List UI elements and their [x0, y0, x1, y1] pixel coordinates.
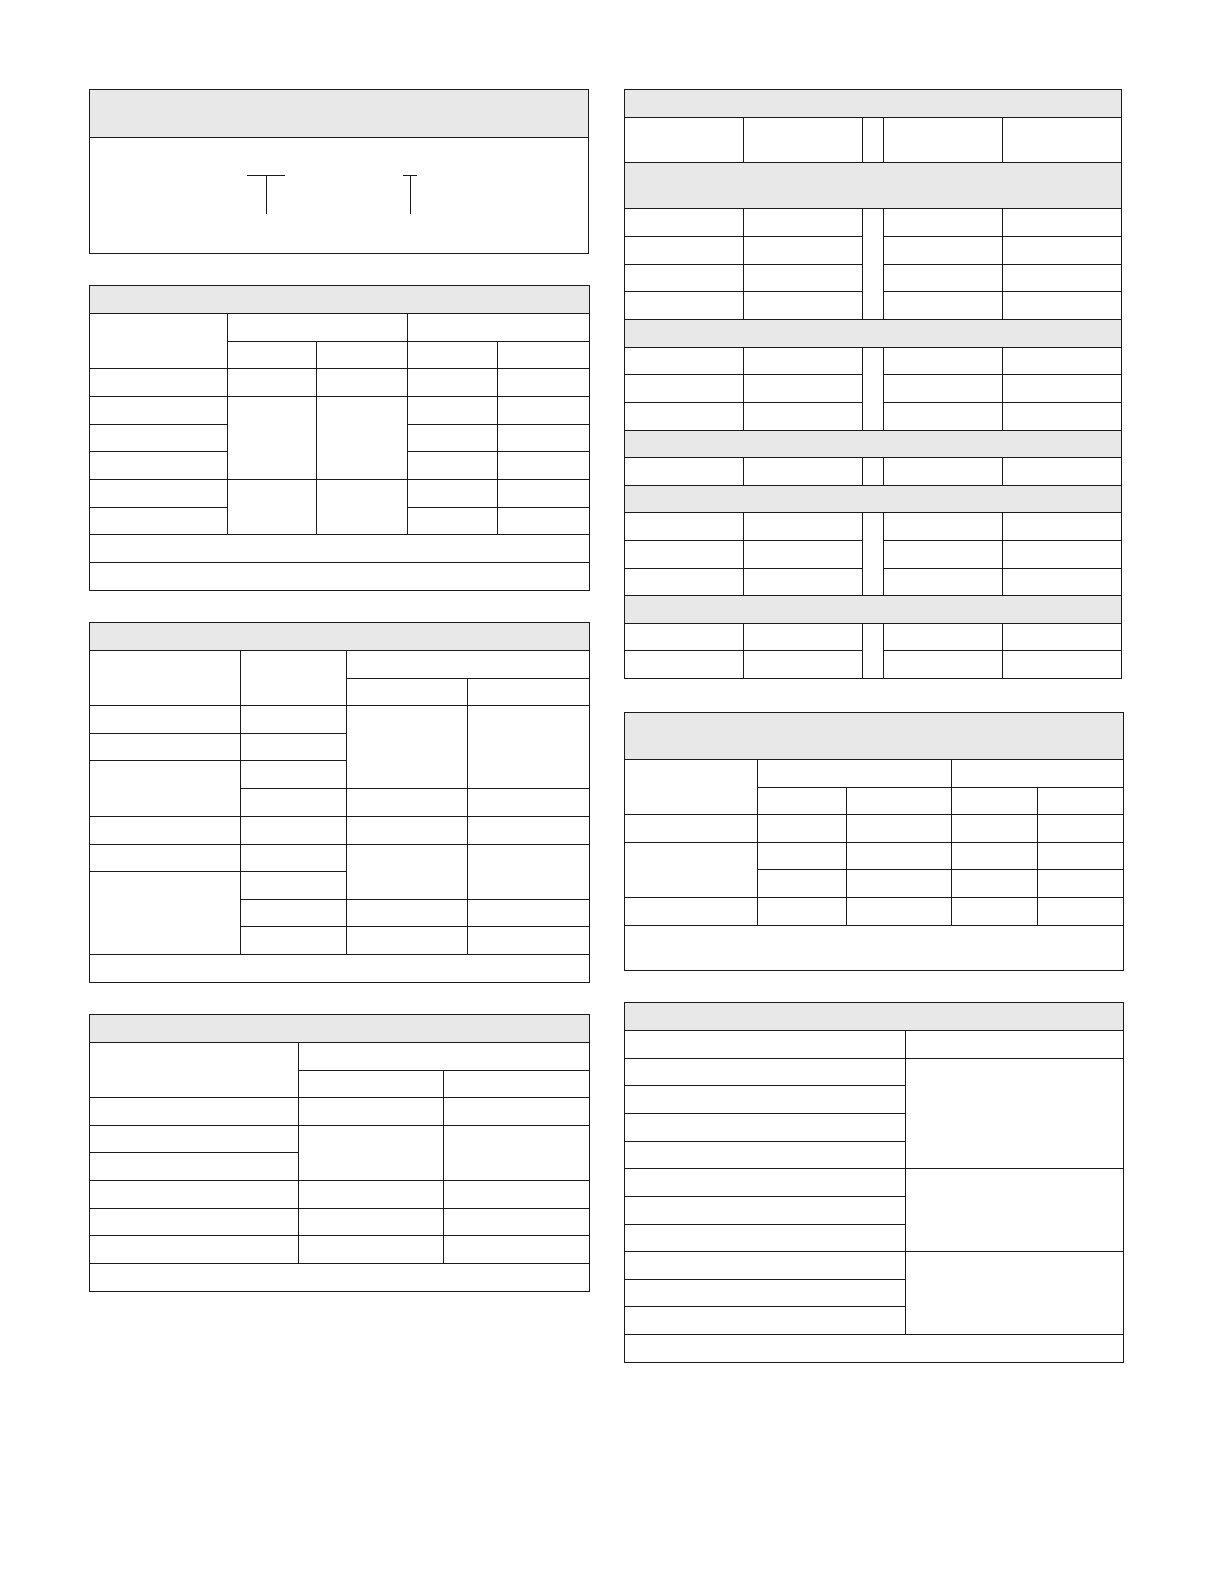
column-header: [758, 788, 847, 815]
column-header: [468, 679, 590, 706]
section-header: [625, 596, 1122, 624]
column-header: [744, 118, 863, 163]
table-5-title: [625, 90, 1122, 118]
table-row: [90, 845, 590, 872]
column-header: [228, 342, 317, 369]
table-row: [90, 706, 590, 734]
column-header: [625, 1031, 906, 1059]
figure-box: [89, 89, 589, 254]
table-row: [625, 348, 1122, 375]
data-table-7: [624, 1002, 1124, 1363]
column-header: [884, 118, 1003, 163]
table-row: [625, 1169, 1124, 1197]
table-row: [625, 624, 1122, 651]
data-table-4: [89, 1014, 590, 1292]
t-mark-right: [403, 175, 417, 214]
column-header: [317, 342, 408, 369]
column-group-header: [299, 1043, 590, 1071]
table-row: [625, 815, 1124, 843]
data-table-6: [624, 712, 1124, 971]
data-table-5: [624, 89, 1122, 679]
column-header: [906, 1031, 1124, 1059]
figure-box-header: [90, 90, 588, 138]
table-row: [625, 1059, 1124, 1086]
table-note: [625, 1335, 1124, 1363]
table-row: [625, 209, 1122, 237]
column-header: [952, 788, 1038, 815]
section-header: [625, 431, 1122, 458]
table-4-title: [90, 1015, 590, 1043]
column-gap: [863, 118, 884, 163]
table-note: [625, 926, 1124, 971]
table-row: [625, 898, 1124, 926]
table-cell: [625, 760, 758, 815]
column-header: [1038, 788, 1124, 815]
table-cell: [90, 651, 241, 706]
table-cell: [90, 1043, 299, 1098]
table-row: [90, 1181, 590, 1209]
table-3-title: [90, 623, 590, 651]
table-row: [90, 1098, 590, 1126]
table-note: [90, 1264, 590, 1292]
table-7-title: [625, 1003, 1124, 1031]
column-group-header: [952, 760, 1124, 788]
t-mark-left: [247, 175, 285, 214]
section-header: [625, 320, 1122, 348]
column-header: [299, 1071, 444, 1098]
table-6-title: [625, 713, 1124, 760]
table-row: [90, 369, 590, 397]
column-header: [408, 342, 498, 369]
column-header: [847, 788, 952, 815]
data-table-2: [89, 285, 590, 591]
table-row: [90, 480, 590, 508]
table-cell: [241, 651, 347, 706]
table-row: [90, 397, 590, 425]
column-group-header: [408, 314, 590, 342]
column-group-header: [228, 314, 408, 342]
table-2-title: [90, 286, 590, 314]
table-row: [90, 1236, 590, 1264]
column-header: [444, 1071, 590, 1098]
column-group-header: [347, 651, 590, 679]
table-row: [625, 843, 1124, 870]
column-header: [347, 679, 468, 706]
table-row: [90, 817, 590, 845]
column-group-header: [758, 760, 952, 788]
table-note: [90, 535, 590, 563]
column-header: [1003, 118, 1122, 163]
table-row: [625, 458, 1122, 486]
data-table-3: [89, 622, 590, 983]
table-row: [625, 513, 1122, 541]
table-cell: [90, 314, 228, 369]
table-note: [90, 563, 590, 591]
table-row: [90, 1126, 590, 1153]
section-header: [625, 163, 1122, 209]
column-header: [498, 342, 590, 369]
table-row: [90, 1209, 590, 1236]
table-row: [625, 1252, 1124, 1280]
table-note: [90, 955, 590, 983]
column-header: [625, 118, 744, 163]
section-header: [625, 486, 1122, 513]
